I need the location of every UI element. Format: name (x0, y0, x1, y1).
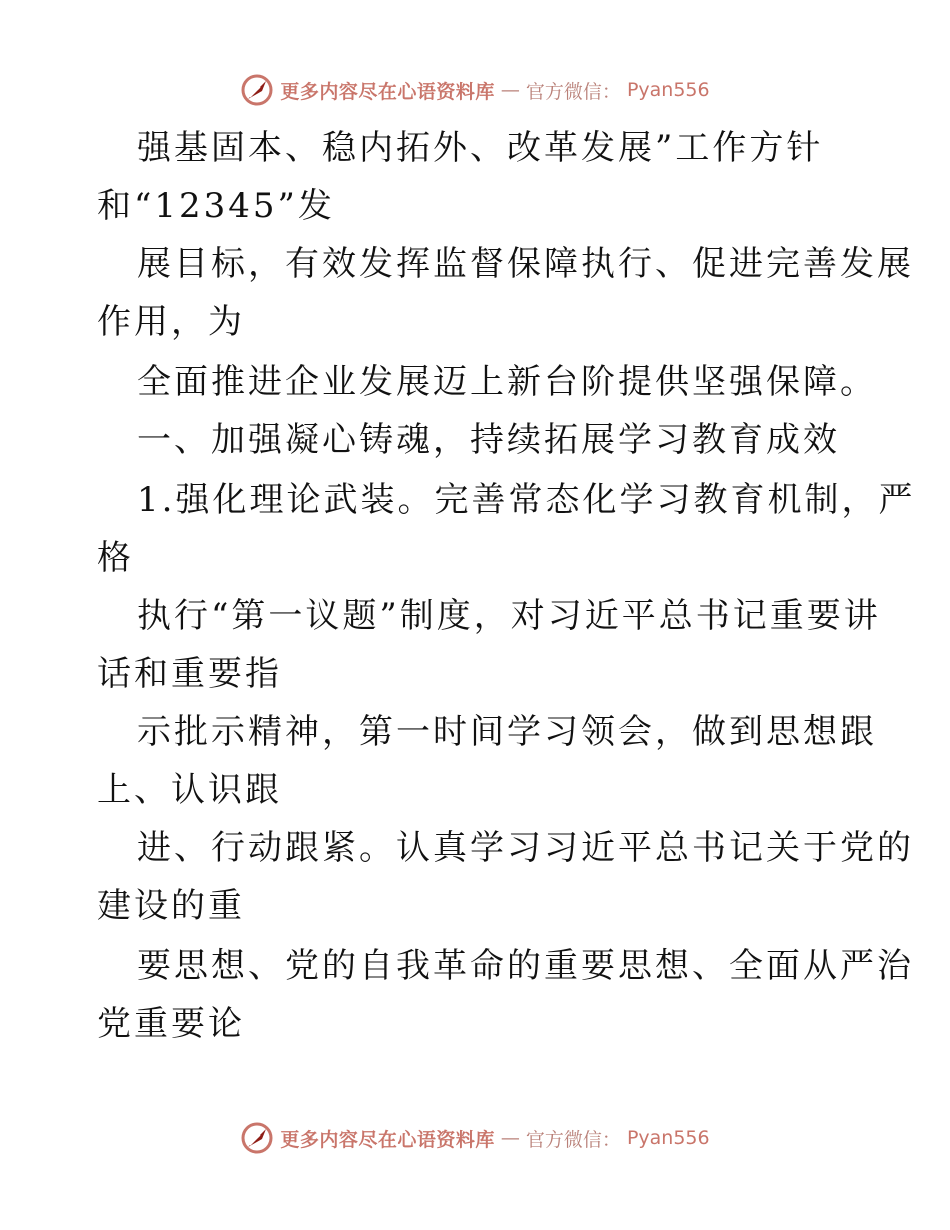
body-line: 全面推进企业发展迈上新台阶提供坚强保障。 (137, 362, 877, 402)
watermark-label: 官方微信： (525, 80, 621, 103)
watermark-separator: — (500, 1127, 520, 1149)
body-line: 执行“第一议题”制度，对习近平总书记重要讲 (137, 596, 881, 636)
watermark-brand-text: 更多内容尽在心语资料库 (280, 80, 495, 103)
body-line: 上、认识跟 (97, 770, 282, 810)
watermark-brand-text: 更多内容尽在心语资料库 (280, 1128, 495, 1151)
quill-pen-logo-icon (240, 73, 274, 107)
body-line: 党重要论 (97, 1004, 245, 1044)
body-line: 要思想、党的自我革命的重要思想、全面从严治 (137, 946, 914, 986)
body-line: 进、行动跟紧。认真学习习近平总书记关于党的 (137, 828, 914, 868)
body-line: 示批示精神，第一时间学习领会，做到思想跟 (137, 712, 877, 752)
body-line: 强基固本、稳内拓外、改革发展”工作方针 (137, 128, 824, 168)
body-line: 1.强化理论武装。完善常态化学习教育机制，严 (137, 480, 916, 520)
quill-pen-logo-icon (240, 1121, 274, 1155)
body-line: 作用，为 (97, 302, 245, 342)
watermark-label: 官方微信： (525, 1128, 621, 1151)
body-line: 展目标，有效发挥监督保障执行、促进完善发展 (137, 244, 914, 284)
watermark-wechat-id: Pyan556 (626, 1127, 710, 1149)
header-watermark (0, 70, 950, 110)
body-line: 和“12345”发 (97, 186, 335, 226)
body-line: 建设的重 (97, 886, 245, 926)
watermark-separator: — (500, 79, 520, 101)
watermark-wechat-id: Pyan556 (626, 79, 710, 101)
section-heading: 一、加强凝心铸魂，持续拓展学习教育成效 (137, 420, 840, 460)
footer-watermark (0, 1118, 950, 1158)
body-line: 格 (97, 538, 134, 578)
body-line: 话和重要指 (97, 654, 282, 694)
